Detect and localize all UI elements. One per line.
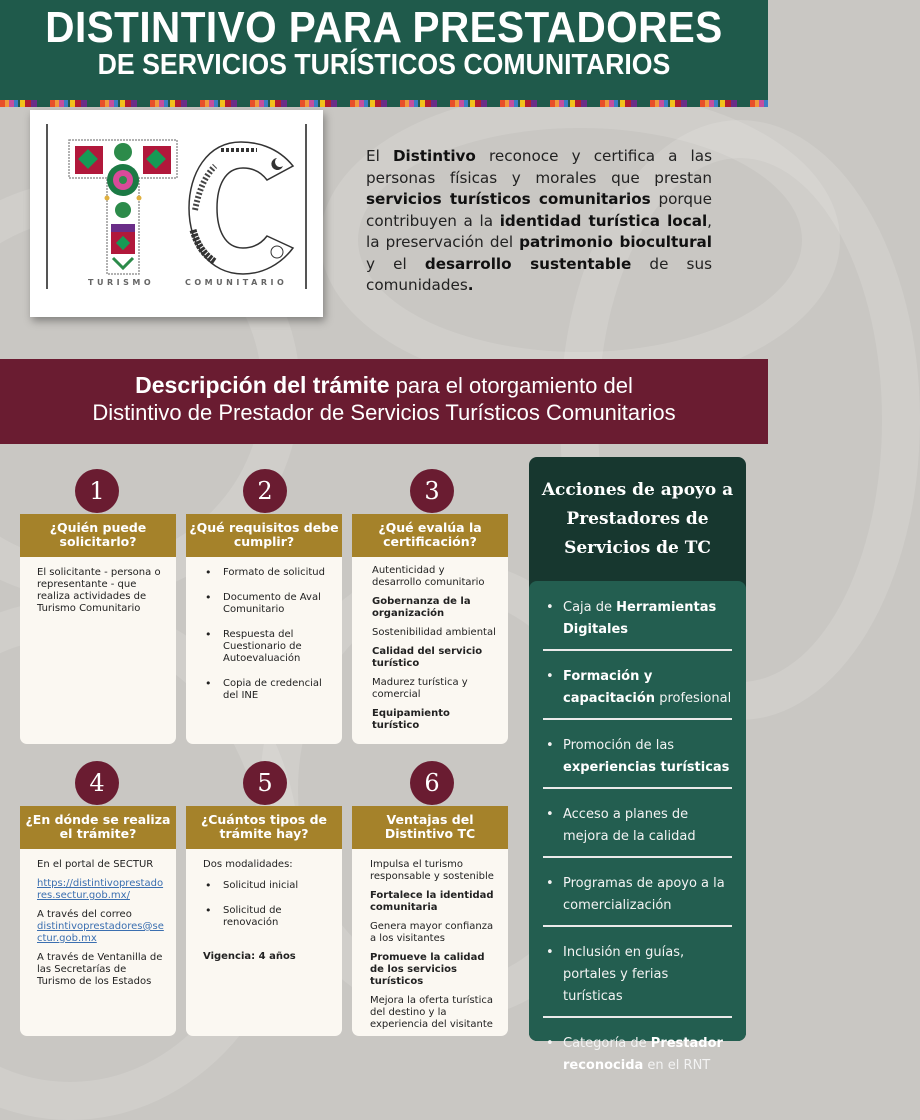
text: reconoce y certifica a las personas físicas y morales que prestan <box>366 147 712 187</box>
criteria-item: Madurez turística y comercial <box>372 677 468 700</box>
card-types <box>186 806 342 1036</box>
support-actions-panel <box>529 457 746 1073</box>
page-title: DISTINTIVO PARA PRESTADORES <box>45 3 723 52</box>
validity-text: Vigencia: 4 años <box>203 951 296 962</box>
bold-text: patrimonio biocultural <box>519 233 713 251</box>
bold-text: servicios turísticos comunitarios <box>366 190 651 208</box>
embroidered-t-icon <box>67 138 179 276</box>
text: Promoción de las <box>563 738 675 753</box>
bold-text: . <box>467 276 474 294</box>
list-item: • Formato de solicitud <box>203 567 330 579</box>
list-item: • Documento de Aval Comunitario <box>203 592 330 616</box>
tc-logo <box>30 110 323 317</box>
text: , la preservación del <box>366 211 712 251</box>
support-action-item <box>543 936 732 1018</box>
page-header <box>0 0 768 100</box>
card-who-can-apply <box>20 514 176 744</box>
bold-text: identidad turística local <box>499 211 708 230</box>
support-action-item <box>543 798 732 858</box>
intro-paragraph <box>366 146 712 297</box>
advantage-item: Promueve la calidad de los servicios turísticos <box>370 952 485 987</box>
bold-text: Distintivo <box>392 147 476 165</box>
step-number-3: 3 <box>410 469 454 513</box>
portal-link[interactable]: https://distintivoprestadores.sectur.gob.mx/ <box>37 878 164 901</box>
text: Inclusión en guías, portales y ferias turísticas <box>563 945 685 1004</box>
card-title: Ventajas del Distintivo TC <box>352 806 508 849</box>
patterned-c-icon <box>185 140 297 276</box>
window-label: A través de Ventanilla de las Secretarías de Turismo de los Estados <box>37 952 163 987</box>
bold-text: Herramientas Digitales <box>563 600 717 637</box>
advantage-item: Impulsa el turismo responsable y sostenible <box>370 859 494 882</box>
support-action-item <box>543 660 732 720</box>
card-title: ¿Qué requisitos debe cumplir? <box>186 514 342 557</box>
card-title: ¿En dónde se realiza el trámite? <box>20 806 176 849</box>
modalities-list <box>203 880 330 929</box>
text: Programas de apoyo a la comercialización <box>563 876 725 913</box>
advantage-item: Genera mayor confianza a los visitantes <box>370 921 494 944</box>
card-requirements <box>186 514 342 744</box>
criteria-item: Sostenibilidad ambiental <box>372 627 496 638</box>
criteria-item: Equipamiento turístico <box>372 708 450 731</box>
support-action-item <box>543 729 732 789</box>
bold-text: desarrollo sustentable <box>424 254 632 273</box>
advantage-item: Fortalece la identidad comunitaria <box>370 890 494 913</box>
list-item: • Solicitud inicial <box>203 880 330 892</box>
advantage-item: Mejora la oferta turística del destino y la experiencia del visitante <box>370 995 493 1030</box>
list-item: • Respuesta del Cuestionario de Autoevaluación <box>203 629 330 665</box>
card-title: ¿Qué evalúa la certificación? <box>352 514 508 557</box>
text: en el RNT <box>643 1058 711 1073</box>
step-number-6: 6 <box>410 761 454 805</box>
logo-caption-comunitario: COMUNITARIO <box>185 278 288 287</box>
text: porque contribuyen a la <box>366 190 712 230</box>
step-number-2: 2 <box>243 469 287 513</box>
logo-caption-turismo: TURISMO <box>88 278 155 287</box>
page-subtitle: DE SERVICIOS TURÍSTICOS COMUNITARIOS <box>97 49 671 81</box>
support-action-item <box>543 591 732 651</box>
bold-text: experiencias turísticas <box>563 760 730 775</box>
support-action-item <box>543 867 732 927</box>
card-title: ¿Quién puede solicitarlo? <box>20 514 176 557</box>
requirements-list <box>203 567 330 702</box>
text: El <box>366 147 393 165</box>
step-number-1: 1 <box>75 469 119 513</box>
text: de sus comunidades <box>366 254 712 294</box>
portal-label: En el portal de SECTUR <box>37 859 154 870</box>
procedure-banner <box>0 359 768 444</box>
card-advantages <box>352 806 508 1036</box>
banner-title-rest: para el otorgamiento del <box>389 373 633 398</box>
card-where <box>20 806 176 1036</box>
support-actions-list <box>529 581 746 1073</box>
support-action-item <box>543 1027 732 1085</box>
banner-subtitle: Distintivo de Prestador de Servicios Turísticos Comunitarios <box>92 400 676 425</box>
card-text: El solicitante - persona o representante - que realiza actividades de Turismo Comunitario <box>37 567 161 614</box>
list-item: • Copia de credencial del INE <box>203 678 330 702</box>
text: profesional <box>655 691 732 706</box>
criteria-item: Autenticidad y desarrollo comunitario <box>372 565 485 588</box>
bold-text: Prestador reconocida <box>563 1036 723 1073</box>
bold-text: Formación y capacitación <box>563 669 656 706</box>
list-item: • Solicitud de renovación <box>203 905 330 929</box>
text: y el <box>366 254 425 273</box>
logo-divider-right <box>305 124 307 289</box>
card-title: ¿Cuántos tipos de trámite hay? <box>186 806 342 849</box>
criteria-item: Gobernanza de la organización <box>372 596 471 619</box>
step-number-5: 5 <box>243 761 287 805</box>
text: Acceso a planes de mejora de la calidad <box>563 807 696 844</box>
banner-title-bold: Descripción del trámite <box>135 372 390 398</box>
criteria-item: Calidad del servicio turístico <box>372 646 483 669</box>
text: Caja de <box>563 600 617 615</box>
email-label: A través del correo <box>37 909 132 920</box>
card-evaluation <box>352 514 508 744</box>
decorative-stripe <box>0 100 768 107</box>
panel-title: Acciones de apoyo a Prestadores de Servicios de TC <box>541 480 734 558</box>
step-number-4: 4 <box>75 761 119 805</box>
modalities-intro: Dos modalidades: <box>203 859 293 870</box>
text: Categoría de <box>563 1036 651 1051</box>
logo-divider-left <box>46 124 48 289</box>
email-link[interactable]: distintivoprestadores@sectur.gob.mx <box>37 921 164 944</box>
